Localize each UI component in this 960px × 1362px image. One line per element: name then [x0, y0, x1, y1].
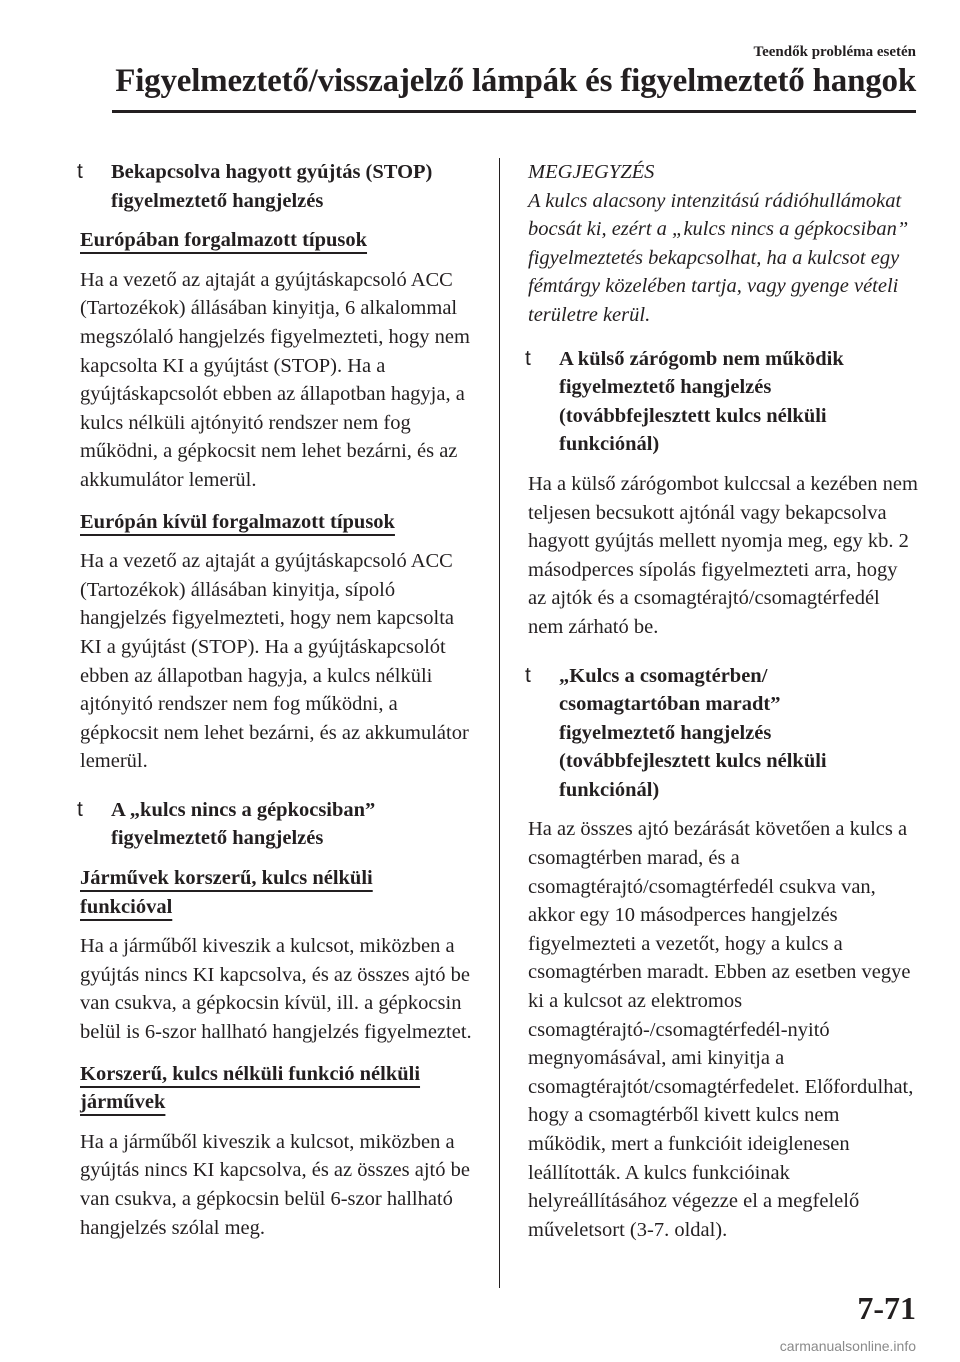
- page-number: 7-71: [857, 1290, 916, 1326]
- column-divider: [499, 158, 500, 1288]
- note-body: A kulcs alacsony intenzitású rádióhullámokat bocsát ki, ezért a „kulcs nincs a gépkocsiban” figyelmeztetés bekapcsolhat, ha a kulcsot egy fémtárgy közelében tartja, vagy gyenge vételi területre kerül.: [528, 189, 909, 326]
- bullet-icon: t: [525, 346, 531, 370]
- page-title: Figyelmeztető/visszajelző lámpák és figyelmeztető hangok: [115, 63, 916, 99]
- paragraph: Ha a vezető az ajtaját a gyújtáskapcsoló ACC (Tartozékok) állásában kinyitja, sípoló hangjelzés figyelmezteti, hogy nem kapcsolta KI a gyújtást (STOP). Ha a gyújtáskapcsolót ebben az állapotban hagyja, a kulcs nélküli ajtónyitó rendszer nem fog működni, a gépkocsit nem lehet bezárni, és az akkumulátor lemerül.: [80, 550, 469, 773]
- subheading-without-advanced-keyless: Korszerű, kulcs nélküli funkció nélküli járművek: [80, 1062, 421, 1114]
- heading-ignition-warning: [77, 158, 472, 215]
- heading-text: „Kulcs a csomagtérben/ csomagtartóban maradt” figyelmeztető hangjelzés (továbbfejlesztett kulcs nélküli funkciónál): [559, 664, 827, 801]
- heading-key-in-trunk: [525, 662, 878, 805]
- paragraph: Ha a járműből kiveszik a kulcsot, miközben a gyújtás nincs KI kapcsolva, és az összes ajtó be van csukva, a gépkocsin belül 6-szor hallható hangjelzés szólal meg.: [80, 1130, 470, 1239]
- left-column: [77, 158, 478, 1255]
- heading-text: A „kulcs nincs a gépkocsiban” figyelmeztető hangjelzés: [111, 798, 376, 850]
- paragraph: Ha a külső zárógombot kulccsal a kezében nem teljesen becsukott ajtónál vagy bekapcsolva hagyott gyújtás mellett nyomja meg, egy kb. 2 másodperces sípolás figyelmezteti arra, hogy az ajtók és a csomagtérajtó/csomagtérfedél nem zárható be.: [528, 472, 918, 638]
- watermark: carmanualsonline.info: [779, 1338, 916, 1354]
- paragraph: Ha az összes ajtó bezárását követően a kulcs a csomagtérben marad, és a csomagtérajtó/csomagtérfedél csukva van, akkor egy 10 másodperces hangjelzés figyelmezteti a vezetőt, hogy a kulcs a csomagtérben maradt. Ebben az esetben vegye ki a kulcsot az elektromos csomagtérajtó-/csomagtérfedél-nyitó megnyomásával, ami kinyitja a csomagtérajtót/csomagtérfedelet. Előfordulhat, hogy a csomagtérből kivett kulcs nem működik, mert a funkcióit ideiglenesen leállították. A kulcs funkcióinak helyreállításához végezze el a megfelelő műveletsort (3-7. oldal).: [528, 818, 914, 1241]
- subheading-advanced-keyless: Járművek korszerű, kulcs nélküli funkcióval: [80, 867, 373, 918]
- subheading-europe: Európában forgalmazott típusok: [80, 229, 368, 252]
- heading-text: A külső zárógomb nem működik figyelmeztető hangjelzés (továbbfejlesztett kulcs nélküli funkciónál): [559, 347, 844, 456]
- heading-key-not-in-vehicle: [77, 796, 438, 853]
- bullet-icon: t: [525, 663, 531, 687]
- heading-outer-lock-button: [525, 345, 878, 459]
- paragraph: Ha a járműből kiveszik a kulcsot, miközben a gyújtás nincs KI kapcsolva, és az összes ajtó be van csukva, a gépkocsin kívül, ill. a gépkocsin belül is 6-szor hallható hangjelzés figyelmeztet.: [80, 935, 472, 1044]
- right-column: [525, 158, 918, 1257]
- bullet-icon: t: [77, 797, 83, 821]
- section-label: Teendők probléma esetén: [753, 44, 916, 60]
- bullet-icon: t: [77, 160, 83, 183]
- note-title: MEGJEGYZÉS: [528, 161, 655, 183]
- subheading-non-europe: Európán kívül forgalmazott típusok: [80, 510, 395, 533]
- header-rule: [112, 110, 916, 113]
- paragraph: Ha a vezető az ajtaját a gyújtáskapcsoló ACC (Tartozékok) állásában kinyitja, 6 alkalommal megszólaló hangjelzés figyelmezteti, hogy nem kapcsolta KI a gyújtást (STOP). Ha a gyújtáskapcsolót ebben az állapotban hagyja, a kulcs nélküli ajtónyitó rendszer nem fog működni, a gépkocsit nem lehet bezárni, és az akkumulátor lemerül.: [80, 268, 470, 491]
- heading-text: Bekapcsolva hagyott gyújtás (STOP) figyelmeztető hangjelzés: [111, 161, 433, 212]
